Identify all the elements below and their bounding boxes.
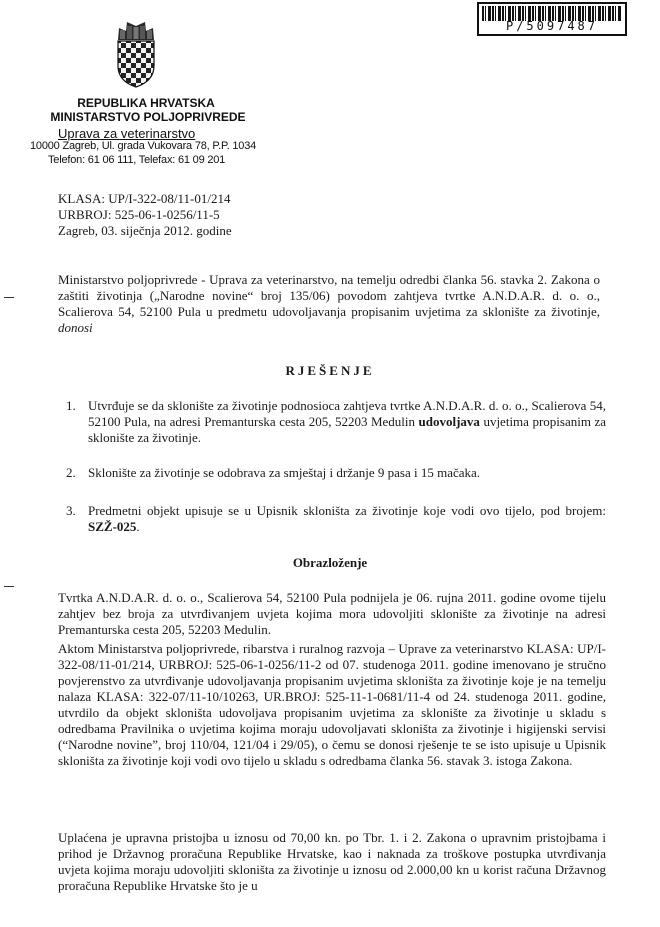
intro-verb: donosi: [58, 320, 93, 335]
item-number: 1.: [66, 398, 76, 413]
intro-paragraph: [58, 272, 600, 336]
item-text-part: Utvrđuje se da sklonište za životinje podnosioca zahtjeva tvrtke A.N.D.A.R. d. o. o., Scalierova 54, 52100 Pula, na adresi Premanturska cesta 205, 52203 Medulin: [88, 398, 606, 429]
reasoning-paragraph-2: Aktom Ministarstva poljoprivrede, ribarstva i ruralnog razvoja – Uprave za veterinarstvo KLASA: UP/I-322-08/11-01/214, URBROJ: 525-06-1-0256/11-2 od 07. studenoga 2011. godine imenovano je stručno povjerenstvo za utvrđivanje udovoljavanja propisanim uvjetima skloništa za životinje koje je na temelju nalaza KLASA: 322-07/11-10/10263, UR.BROJ: 525-11-1-0681/11-4 od 24. studenoga 2011. godine, utvrdilo da objekt skloništa udovoljava propisanim uvjetima za sklonište za životinje u skladu s odredbama Pravilnika o uvjetima kojima moraju udovoljavati skloništa za životinje i higijenski servisi (“Narodne novine”, broj 110/04, 121/04 i 29/05), o čemu se donosi rješenje te se isto upisuje u Upisnik skloništa za životinje koji vodi ovo tijelo u skladu s odredbama članka 56. stavak 3. istoga Zakona.: [58, 641, 606, 768]
document-date: Zagreb, 03. siječnja 2012. godine: [58, 223, 232, 238]
croatian-coat-of-arms-icon: [116, 18, 156, 88]
item-number: 3.: [66, 503, 76, 518]
intro-text: Ministarstvo poljoprivrede - Uprava za veterinarstvo, na temelju odredbi članka 56. stavka 2. Zakona o zaštiti životinja („Narodne novine“ broj 135/06) povodom zahtjeva tvrtke A.N.D.A.R. d. o. o., Scalierova 54, 52100 Pula u predmetu udovoljavanja propisanim uvjetima za sklonište za životinje,: [58, 272, 600, 319]
barcode-label: [477, 2, 627, 36]
header-department: Uprava za veterinarstvo: [58, 126, 196, 141]
header-country: REPUBLIKA HRVATSKA: [77, 96, 215, 110]
item-text: [88, 398, 606, 446]
reasoning-paragraph-1: Tvrtka A.N.D.A.R. d. o. o., Scalierova 54, 52100 Pula podnijela je 06. rujna 2011. godine ovome tijelu zahtjev bez broja za utvrđivanjem uvjeta kojima mora udovoljiti sklonište za životinje na adresi Premanturska cesta 205, 52203 Medulin.: [58, 590, 606, 637]
item-text-part: Sklonište za životinje se odobrava za smještaj i držanje 9 pasa i 15 mačaka.: [88, 465, 481, 480]
klasa-number: KLASA: UP/I-322-08/11-01/214: [58, 191, 231, 206]
reasoning-heading: Obrazloženje: [292, 555, 368, 570]
barcode-number: P/5097487: [505, 19, 599, 33]
margin-mark: [4, 586, 14, 587]
item-text: [88, 465, 606, 481]
item-text-part: .: [136, 519, 140, 534]
margin-mark: [4, 297, 14, 298]
reasoning-paragraph-3: Uplaćena je upravna pristojba u iznosu od 70,00 kn. po Tbr. 1. i 2. Zakona o upravnim pristojbama i prihod je Državnog proračuna Republike Hrvatske, kao i naknada za troškove postupka utvrđivanja uvjeta kojima moraju udovoljiti skloništa za životinje u iznosu od 2.000,00 kn u korist računa Državnog proračuna Republike Hrvatske što je u: [58, 830, 606, 893]
item-text-part: uvjetima propisanim za sklonište za životinje.: [88, 414, 606, 445]
item-bold-text: udovoljava: [418, 414, 480, 429]
header-ministry: MINISTARSTVO POLJOPRIVREDE: [50, 110, 246, 124]
item-bold-text: SZŽ-025: [88, 519, 137, 534]
decision-heading: RJEŠENJE: [285, 363, 375, 378]
urbroj-number: URBROJ: 525-06-1-0256/11-5: [58, 207, 220, 222]
header-phone: Telefon: 61 06 111, Telefax: 61 09 201: [48, 154, 226, 166]
item-text-part: Predmetni objekt upisuje se u Upisnik skloništa za životinje koje vodi ovo tijelo, pod brojem:: [88, 503, 606, 518]
header-address: 10000 Zagreb, Ul. grada Vukovara 78, P.P. 1034: [30, 140, 257, 152]
item-text: [88, 503, 606, 535]
item-number: 2.: [66, 465, 76, 480]
